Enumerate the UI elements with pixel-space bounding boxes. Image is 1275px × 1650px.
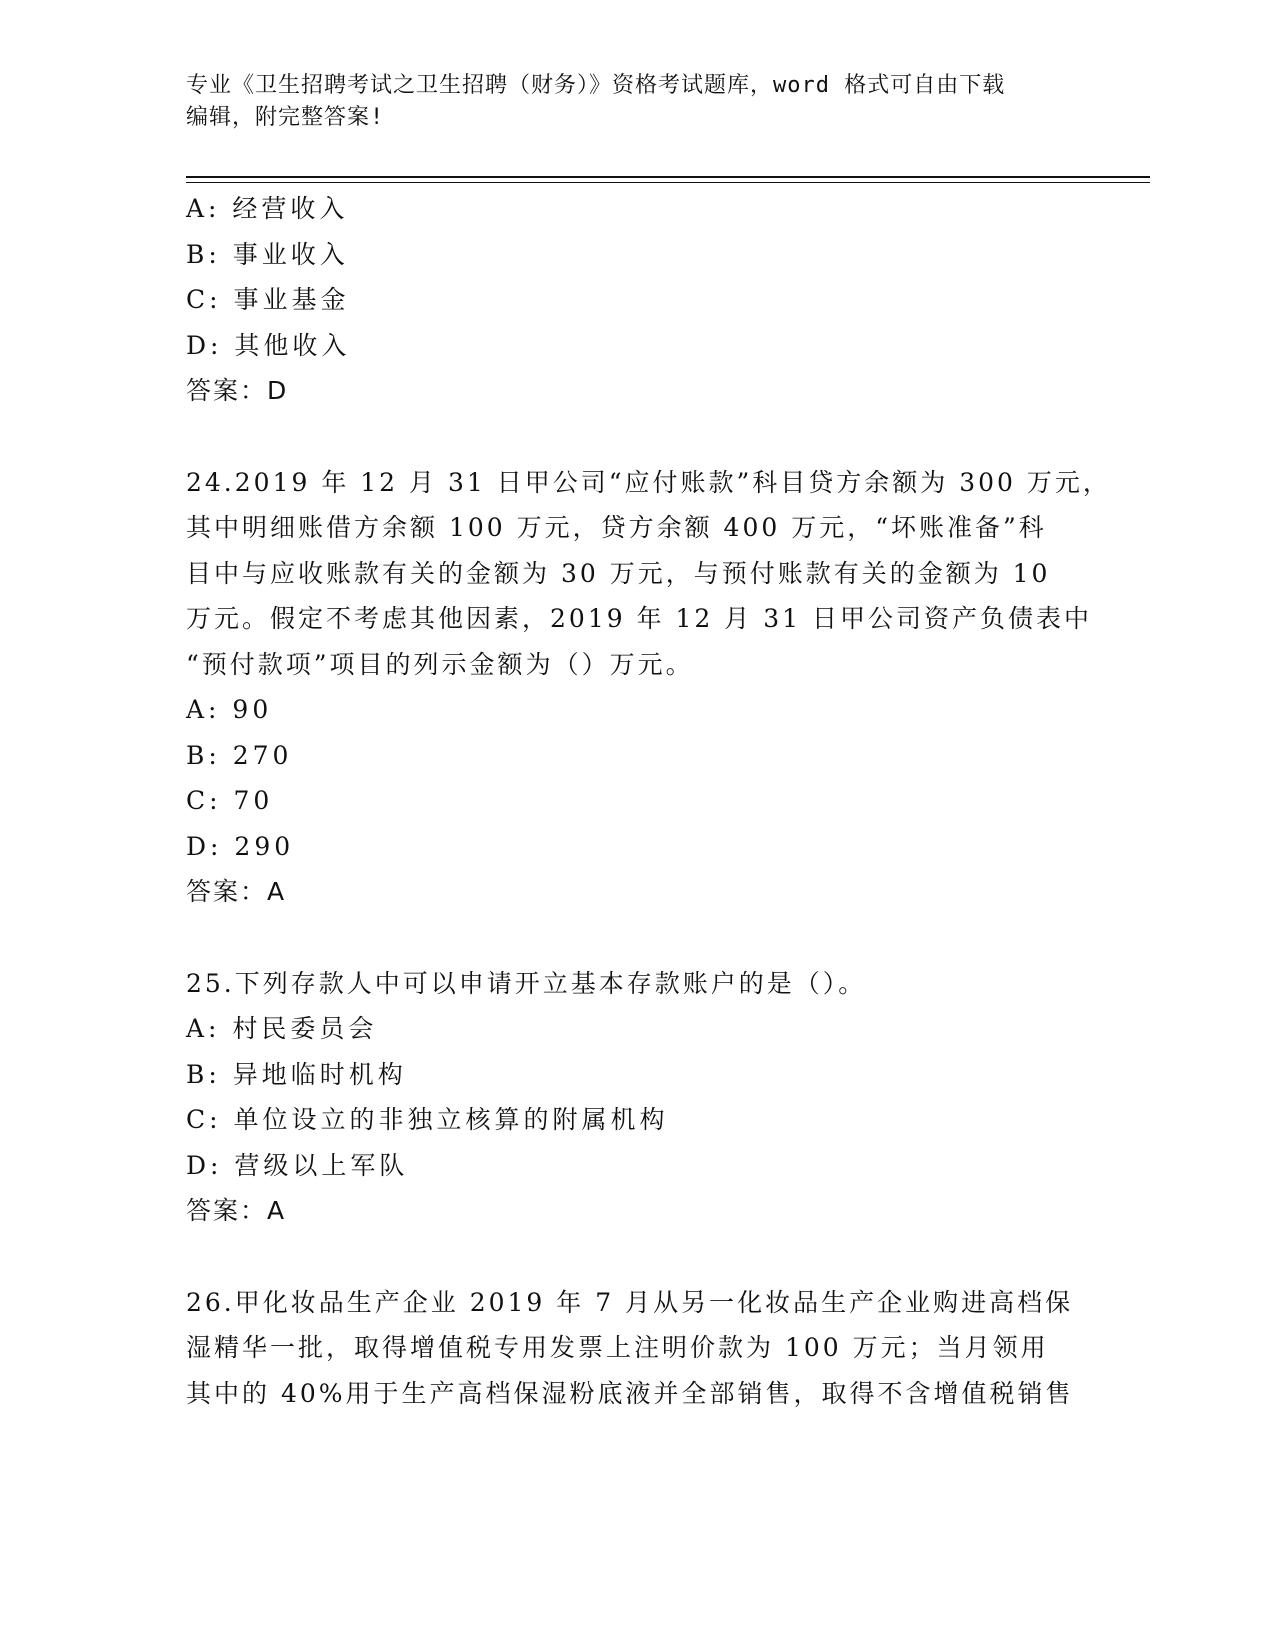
question-text-line: 万元。假定不考虑其他因素，2019 年 12 月 31 日甲公司资产负债表中 (186, 604, 1092, 633)
answer: 答案：A (186, 877, 287, 906)
option-b: B: 事业收入 (186, 239, 349, 269)
option-a: A: 经营收入 (186, 194, 349, 223)
answer: 答案：A (186, 1196, 287, 1225)
question-26 (186, 1280, 1086, 1417)
question-text-line: 25.下列存款人中可以申请开立基本存款账户的是（）。 (186, 968, 867, 998)
header-rule-thin (186, 182, 1150, 183)
option-b: B: 异地临时机构 (186, 1059, 407, 1089)
option-c: C: 单位设立的非独立核算的附属机构 (186, 1105, 669, 1134)
spacer (186, 1234, 1086, 1280)
question-text-line: 其中的 40%用于生产高档保湿粉底液并全部销售，取得不含增值税销售 (186, 1378, 1074, 1408)
question-text-line: 目中与应收账款有关的金额为 30 万元，与预付账款有关的金额为 10 (186, 558, 1051, 588)
question-24 (186, 460, 1111, 915)
option-a: A: 90 (186, 695, 273, 724)
option-a: A: 村民委员会 (186, 1014, 378, 1043)
document-body (186, 186, 1111, 1416)
header-rule-thick (186, 176, 1150, 178)
question-text-line: “预付款项”项目的列示金额为（）万元。 (186, 649, 694, 679)
option-d: D: 营级以上军队 (186, 1150, 409, 1180)
option-b: B: 270 (186, 740, 293, 770)
question-text-line: 湿精华一批，取得增值税专用发票上注明价款为 100 万元；当月领用 (186, 1333, 1049, 1362)
answer: 答案：D (186, 376, 289, 405)
option-c: C: 事业基金 (186, 285, 350, 314)
option-d: D: 其他收入 (186, 330, 351, 360)
document-header (186, 70, 1066, 134)
question-text-line: 24.2019 年 12 月 31 日甲公司“应付账款”科目贷方余额为 300 万元， (186, 467, 1111, 497)
header-line-2: 编辑，附完整答案! (186, 105, 385, 130)
question-23 (186, 186, 1086, 414)
option-d: D: 290 (186, 831, 295, 861)
header-line-1: 专业《卫生招聘考试之卫生招聘（财务）》资格考试题库，word 格式可自由下载 (186, 73, 1006, 98)
spacer (186, 414, 1086, 460)
spacer (186, 915, 1086, 961)
option-c: C: 70 (186, 786, 274, 815)
question-25 (186, 961, 1086, 1234)
question-text-line: 其中明细账借方余额 100 万元，贷方余额 400 万元，“坏账准备”科 (186, 513, 1047, 542)
question-text-line: 26.甲化妆品生产企业 2019 年 7 月从另一化妆品生产企业购进高档保 (186, 1287, 1074, 1317)
